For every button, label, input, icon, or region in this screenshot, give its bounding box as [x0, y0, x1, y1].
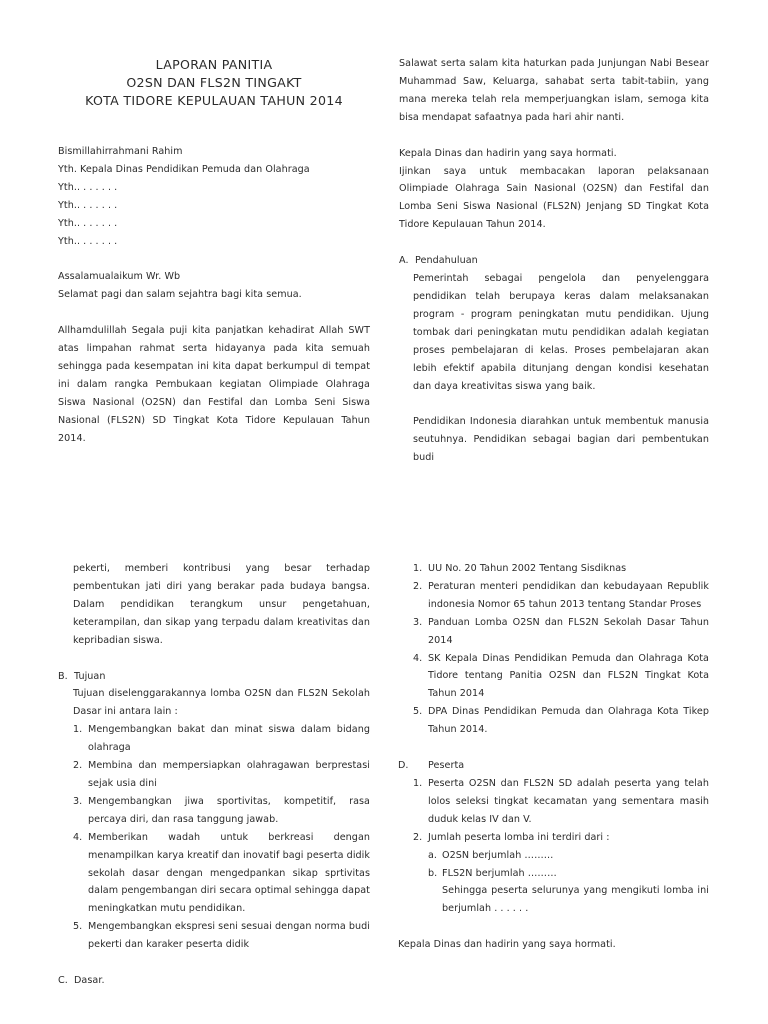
continuation-paragraph: pekerti, memberi kontribusi yang besar terhadap pembentukan jati diri yang berakar pada budaya bangsa. Dalam pendidikan terangkum unsur pengetahuan, keterampilan, dan sikap yang terpadu dalam kreativitas dan kepribadian siswa.	[73, 563, 370, 646]
bismillah-line: Bismillahirrahmani Rahim	[58, 146, 183, 157]
section-a	[399, 252, 709, 270]
list-item: 5. Mengembangkan ekspresi seni sesuai dengan norma budi pekerti dan karaker peserta didik	[73, 921, 370, 951]
peserta-sub-list	[428, 847, 709, 883]
section-d	[398, 757, 709, 775]
pendahuluan-paragraph-2: Pendidikan Indonesia diarahkan untuk membentuk manusia seutuhnya. Pendidikan sebagai bagian dari pembentukan budi	[413, 416, 709, 464]
sehingga-paragraph: Sehingga peserta selurunya yang mengikuti lomba ini berjumlah . . . . . .	[442, 885, 709, 915]
salawat-paragraph: Salawat serta salam kita haturkan pada Junjungan Nabi Besear Muhammad Saw, Keluarga, sahabat serta tabit-tabiin, yang mana mereka telah rela memperjuangkan islam, semoga kita bisa mendapat safaatnya pada hari ahir nanti.	[399, 58, 709, 123]
list-item: 4. SK Kepala Dinas Pendidikan Pemuda dan Olahraga Kota Tidore tentang Panitia O2SN dan FLS2N Tingkat Kota Tahun 2014	[413, 652, 709, 700]
section-b-heading: Tujuan	[74, 670, 106, 682]
right-column-bottom	[398, 560, 709, 954]
section-b	[58, 668, 370, 686]
kepala-hadirin-line: Kepala Dinas dan hadirin yang saya hormati.	[399, 147, 617, 159]
list-item: 3. Mengembangkan jiwa sportivitas, kompetitif, rasa percaya diri, dan rasa tanggung jawab.	[73, 795, 370, 825]
title-line-1: LAPORAN PANITIA	[155, 57, 273, 72]
tujuan-list	[73, 721, 370, 954]
section-d-marker: D.	[398, 760, 409, 772]
list-item: 1. UU No. 20 Tahun 2002 Tentang Sisdiknas	[413, 563, 627, 574]
sub-list-item: b. FLS2N berjumlah ………	[428, 867, 557, 879]
pendahuluan-paragraph-1: Pemerintah sebagai pengelola dan penyelenggara pendidikan telah berupaya keras dalam melaksanakan program - program peningkatan mutu pendidikan. Ujung tombak dari peningkatan mutu pendidikan adalah kegiatan proses pembelajaran di kelas. Proses pembelajaran akan lebih efektif apabila ditunjang dengan kondisi kesehatan dan daya kreativitas siswa yang baik.	[413, 273, 709, 392]
section-b-marker: B.	[58, 670, 68, 682]
closing-line: Kepala Dinas dan hadirin yang saya hormati.	[398, 939, 616, 951]
title-line-2: O2SN DAN FLS2N TINGAKT	[126, 75, 302, 90]
left-column-top	[58, 143, 370, 448]
left-column-bottom	[58, 560, 370, 990]
list-item: 2. Peraturan menteri pendidikan dan kebudayaan Republik indonesia Nomor 65 tahun 2013 tentang Standar Proses	[413, 580, 709, 610]
section-d-heading: Peserta	[428, 760, 465, 772]
title-line-3: KOTA TIDORE KEPULAUAN TAHUN 2014	[85, 93, 343, 108]
yth-kepala-line: Yth. Kepala Dinas Pendidikan Pemuda dan Olahraga	[58, 163, 310, 175]
list-item: 2. Membina dan mempersiapkan olahragawan berprestasi sejak usia dini	[73, 760, 370, 789]
tujuan-intro: Tujuan diselenggarakannya lomba O2SN dan FLS2N Sekolah Dasar ini antara lain :	[73, 688, 370, 718]
salam-line: Assalamualaikum Wr. Wb	[58, 271, 181, 283]
section-a-marker: A.	[399, 255, 409, 267]
list-item: 4. Memberikan wadah untuk berkreasi dengan menampilkan karya kreatif dan inovatif bagi peserta didik sekolah dasar dengan mengedpankan sikap sprtivitas dalam pengembangan diri secara optimal sehingga dapat meningkatkan mutu pendidikan.	[73, 831, 370, 915]
document-title	[58, 56, 370, 110]
section-c-marker: C.	[58, 975, 68, 987]
peserta-list	[413, 775, 709, 847]
section-c-heading: Dasar.	[74, 975, 105, 987]
sub-list-item: a. O2SN berjumlah ………	[428, 849, 554, 861]
section-a-heading: Pendahuluan	[415, 255, 478, 267]
alhamdulillah-paragraph: Allhamdulillah Segala puji kita panjatkan kehadirat Allah SWT atas limpahan rahmat serta hidayanya pada kita semuah sehingga pada kesempatan ini kita dapat berkumpul di tempat ini dalam rangka Pembukaan kegiatan Olimpiade Olahraga Siswa Nasional (O2SN) dan Festifal dan Lomba Seni Siswa Nasional (FLS2N) SD Tingkat Kota Tidore Kepulauan Tahun 2014.	[58, 325, 370, 444]
selamat-line: Selamat pagi dan salam sejahtra bagi kita semua.	[58, 289, 302, 301]
dasar-list	[413, 560, 709, 739]
yth-line: Yth.. . . . . . .	[58, 199, 118, 211]
right-column-top	[399, 55, 709, 467]
list-item: 2. Jumlah peserta lomba ini terdiri dari :	[413, 831, 610, 843]
section-c	[58, 972, 370, 990]
ijinkan-paragraph: Ijinkan saya untuk membacakan laporan pelaksanaan Olimpiade Olahraga Sain Nasional (O2SN) dan Festifal dan Lomba Seni Siswa Nasional (FLS2N) Jenjang SD Tingkat Kota Tidore Kepulauan Tahun 2014.	[399, 165, 709, 231]
list-item: 5. DPA Dinas Pendidikan Pemuda dan Olahraga Kota Tikep Tahun 2014.	[413, 706, 709, 736]
yth-line: Yth.. . . . . . .	[58, 235, 118, 247]
list-item: 3. Panduan Lomba O2SN dan FLS2N Sekolah Dasar Tahun 2014	[413, 616, 709, 646]
list-item: 1. Mengembangkan bakat dan minat siswa dalam bidang olahraga	[73, 724, 370, 754]
list-item: 1. Peserta O2SN dan FLS2N SD adalah peserta yang telah lolos seleksi tingkat kecamatan yang sementara masih duduk kelas IV dan V.	[413, 777, 709, 825]
yth-line: Yth.. . . . . . .	[58, 181, 118, 193]
yth-line: Yth.. . . . . . .	[58, 217, 118, 229]
